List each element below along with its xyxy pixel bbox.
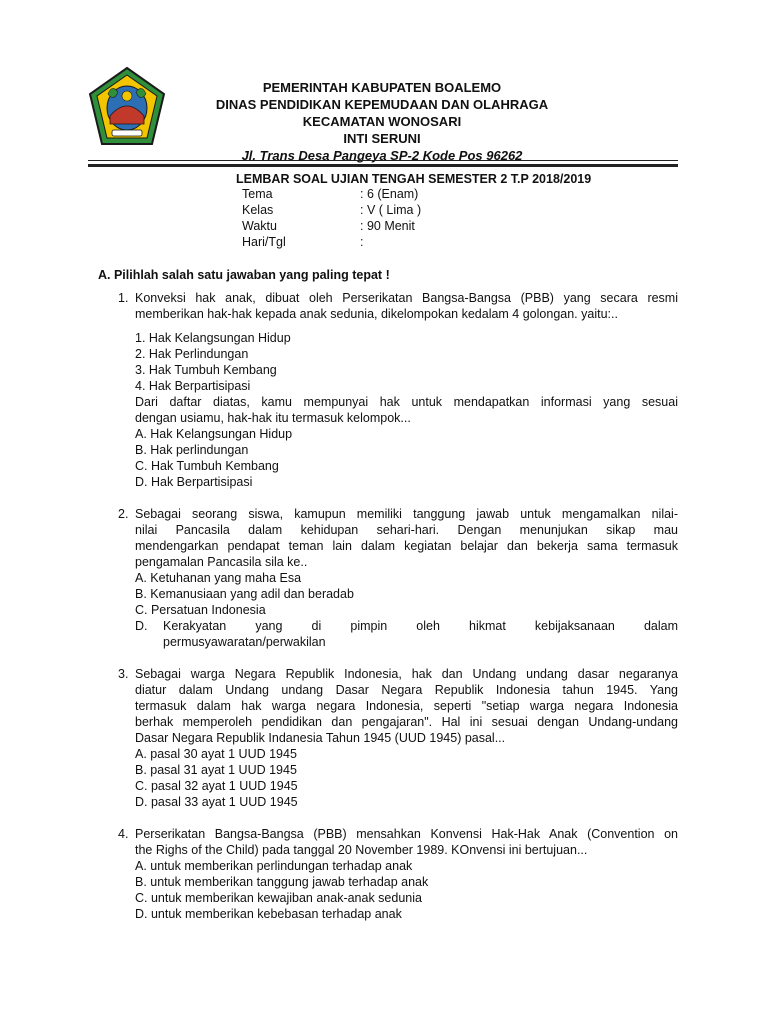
exam-info-row: [242, 202, 421, 218]
answer-option-c[interactable]: C. pasal 32 ayat 1 UUD 1945: [135, 779, 298, 793]
stem-line: diatur dalam Undang undang Dasar Negara Republik Indonesia tahun 1945. Yang: [135, 683, 678, 697]
list-item: 4. Hak Berpartisipasi: [135, 379, 251, 393]
question-number: 1.: [118, 291, 129, 305]
rights-list: [135, 330, 678, 394]
question-1: [118, 290, 678, 490]
question-stem: [135, 826, 678, 858]
stem-line: mendengarkan pendapat teman lain dalam kegiatan belajar dan bekerja sama termasuk: [135, 539, 678, 553]
exam-info-value: : 6 (Enam): [360, 187, 419, 201]
letterhead-rule-thick: [88, 164, 678, 167]
stem-line: Dasar Negara Republik Indanesia Tahun 1945 (UUD 1945) pasal...: [135, 731, 506, 745]
question-2: [118, 506, 678, 650]
letterhead: [200, 79, 564, 164]
answer-option-a[interactable]: A. Hak Kelangsungan Hidup: [135, 427, 293, 441]
stem-line: Konveksi hak anak, dibuat oleh Perserikatan Bangsa-Bangsa (PBB) yang secara resmi: [135, 291, 678, 305]
answer-options: [135, 570, 678, 650]
answer-option-d[interactable]: D. Hak Berpartisipasi: [135, 475, 253, 489]
answer-option-d[interactable]: [135, 618, 678, 650]
exam-info-table: [242, 186, 421, 250]
answer-option-c[interactable]: C. Persatuan Indonesia: [135, 603, 266, 617]
regency-emblem-icon: [88, 66, 166, 148]
stem-line: the Righs of the Child) pada tanggal 20 November 1989. KOnvensi ini bertujuan...: [135, 843, 588, 857]
exam-info-label: Waktu: [242, 219, 277, 233]
followup-line: dengan usiamu, hak-hak itu termasuk kelompok...: [135, 411, 411, 425]
answer-option-b[interactable]: B. pasal 31 ayat 1 UUD 1945: [135, 763, 297, 777]
stem-line: berhak memperoleh pendidikan dan pengajaran". Hal ini sesuai dengan Undang-undang: [135, 715, 678, 729]
followup-line: Dari daftar diatas, kamu mempunyai hak untuk mendapatkan informasi yang sesuai: [135, 395, 678, 409]
answer-option-b[interactable]: B. untuk memberikan tanggung jawab terhadap anak: [135, 875, 429, 889]
exam-info-label: Kelas: [242, 203, 274, 217]
answer-option-a[interactable]: A. Ketuhanan yang maha Esa: [135, 571, 302, 585]
answer-option-b[interactable]: B. Hak perlindungan: [135, 443, 249, 457]
stem-line: Sebagai seorang siswa, kamupun memiliki tanggung jawab untuk mengamalkan nilai-: [135, 507, 678, 521]
list-item: 3. Hak Tumbuh Kembang: [135, 363, 277, 377]
question-followup: [135, 394, 678, 426]
exam-title: LEMBAR SOAL UJIAN TENGAH SEMESTER 2 T.P 2018/2019: [236, 172, 592, 186]
option-d-line: permusyawaratan/perwakilan: [163, 635, 326, 649]
list-item: 1. Hak Kelangsungan Hidup: [135, 331, 291, 345]
letterhead-line-4: INTI SERUNI: [343, 131, 421, 146]
list-item: 2. Hak Perlindungan: [135, 347, 249, 361]
question-4: [118, 826, 678, 922]
question-3: [118, 666, 678, 810]
question-stem: [135, 666, 678, 746]
answer-options: [135, 426, 678, 490]
stem-line: Sebagai warga Negara Republik Indonesia, hak dan Undang undang dasar negaranya: [135, 667, 678, 681]
question-number: 4.: [118, 827, 129, 841]
exam-info-value: : 90 Menit: [360, 219, 415, 233]
answer-option-a[interactable]: A. pasal 30 ayat 1 UUD 1945: [135, 747, 297, 761]
stem-line: termasuk dalam hak warga negara Indonesia, seperti "setiap warga negara Indonesia: [135, 699, 678, 713]
letterhead-line-2: DINAS PENDIDIKAN KEPEMUDAAN DAN OLAHRAGA: [215, 97, 549, 112]
option-d-label: D.: [135, 619, 148, 633]
exam-info-value: : V ( Lima ): [360, 203, 422, 217]
exam-info-label: Tema: [242, 187, 273, 201]
exam-info-row: [242, 186, 421, 202]
exam-info-row: [242, 234, 421, 250]
option-d-line: Kerakyatan yang di pimpin oleh hikmat kebijaksanaan dalam: [163, 619, 678, 633]
answer-option-c[interactable]: C. Hak Tumbuh Kembang: [135, 459, 279, 473]
question-stem: [135, 290, 678, 322]
answer-options: [135, 858, 678, 922]
answer-option-d[interactable]: D. untuk memberikan kebebasan terhadap anak: [135, 907, 402, 921]
letterhead-rule-thin: [88, 160, 678, 161]
question-number: 3.: [118, 667, 129, 681]
letterhead-line-3: KECAMATAN WONOSARI: [302, 114, 462, 129]
letterhead-address: Jl. Trans Desa Pangeya SP-2 Kode Pos 96262: [241, 148, 523, 163]
stem-line: Perserikatan Bangsa-Bangsa (PBB) mensahkan Konvensi Hak-Hak Anak (Convention on: [135, 827, 678, 841]
answer-option-c[interactable]: C. untuk memberikan kewajiban anak-anak sedunia: [135, 891, 422, 905]
section-title: A. Pilihlah salah satu jawaban yang paling tepat !: [98, 268, 390, 282]
question-stem: [135, 506, 678, 570]
answer-option-d[interactable]: D. pasal 33 ayat 1 UUD 1945: [135, 795, 298, 809]
exam-info-row: [242, 218, 421, 234]
exam-info-label: Hari/Tgl: [242, 235, 286, 249]
letterhead-line-1: PEMERINTAH KABUPATEN BOALEMO: [262, 80, 502, 95]
answer-options: [135, 746, 678, 810]
answer-option-b[interactable]: B. Kemanusiaan yang adil dan beradab: [135, 587, 354, 601]
stem-line: memberikan hak-hak kepada anak sedunia, dikelompokan kedalam 4 golongan. yaitu:..: [135, 307, 618, 321]
answer-option-a[interactable]: A. untuk memberikan perlindungan terhadap anak: [135, 859, 413, 873]
question-number: 2.: [118, 507, 129, 521]
stem-line: pengamalan Pancasila sila ke..: [135, 555, 308, 569]
exam-info-value: :: [360, 235, 364, 249]
stem-line: nilai Pancasila dalam kehidupan sehari-hari. Dengan menunjukan sikap mau: [135, 523, 678, 537]
